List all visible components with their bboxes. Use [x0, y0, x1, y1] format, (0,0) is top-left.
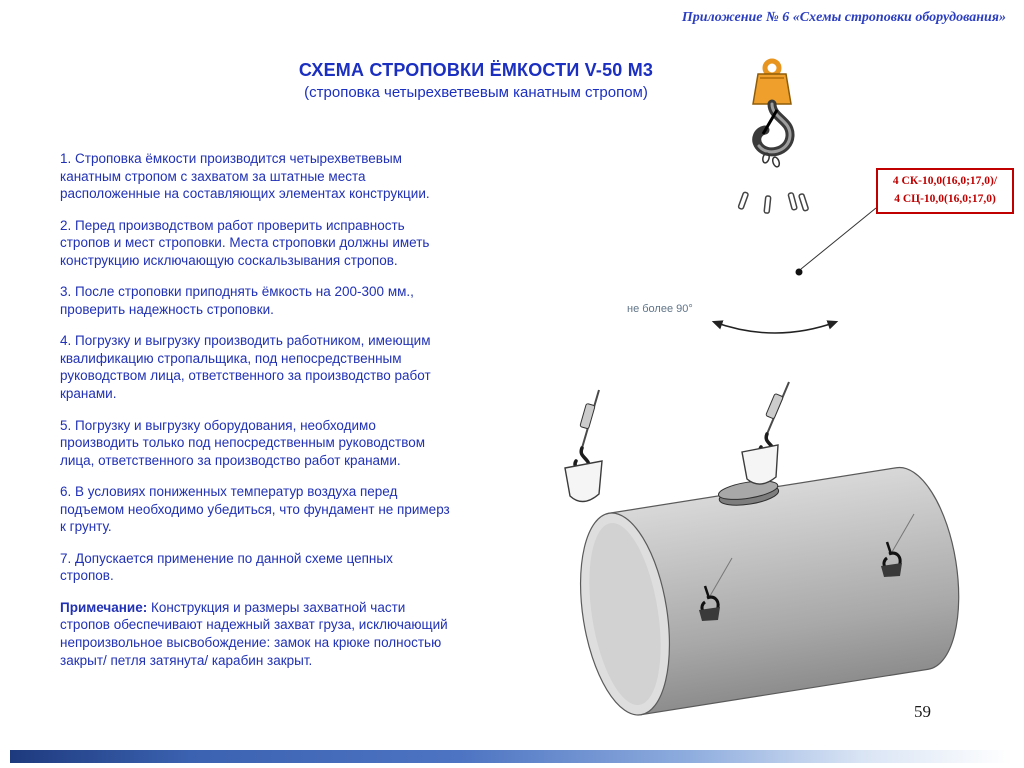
instruction-item-6: 6. В условиях пониженных температур воздуха перед подъемом необходимо убедиться, что фундамент не примерз к грунту.	[60, 484, 450, 535]
bottom-accent-bar	[10, 750, 1012, 763]
label-leader-line	[796, 208, 877, 276]
crane-hook-icon	[753, 61, 791, 168]
tank-cylinder	[566, 452, 972, 721]
header-annotation: Приложение № 6 «Схемы строповки оборудования»	[681, 10, 1006, 25]
note-text: Конструкция и размеры захватной части стропов обеспечивают надежный захват груза, исключающий непроизвольное высвобождение: замок на крюке полностью закрыт/ петля затянута/ карабин закрыт.	[60, 599, 448, 668]
sling-type-line2: 4 СЦ-10,0(16,0;17,0)	[894, 192, 996, 205]
sling-type-line1: 4 СК-10,0(16,0;17,0)/	[892, 175, 998, 187]
note-label: Примечание:	[60, 599, 148, 615]
instruction-item-3: 3. После строповки приподнять ёмкость на 200-300 мм., проверить надежность строповки.	[60, 284, 414, 317]
instruction-item-2: 2. Перед производством работ проверить исправность стропов и мест строповки. Места строповки должны иметь конструкцию исключающую соскальзывания стропов.	[60, 217, 430, 268]
sling-assembly-right	[742, 382, 789, 484]
sling-leg-marks-icon	[738, 192, 809, 213]
instruction-item-5: 5. Погрузку и выгрузку оборудования, необходимо производить только под непосредственным руководством лица, ответственного за производство работ кранами.	[60, 417, 426, 468]
sling-assembly-left	[565, 390, 602, 502]
instruction-item-7: 7. Допускается применение по данной схеме цепных стропов.	[60, 550, 393, 584]
angle-note: не более 90°	[627, 303, 693, 315]
sling-type-label	[876, 168, 1014, 214]
angle-arc	[714, 322, 836, 333]
instruction-item-1: 1. Строповка ёмкости производится четырехветвевым канатным стропом с захватом за штатные места расположенные на составляющих элементах конструкции.	[60, 151, 430, 202]
page-subtitle: (строповка четырехветвевым канатным стропом)	[304, 84, 648, 101]
page-number: 59	[914, 702, 931, 721]
instruction-item-4: 4. Погрузку и выгрузку производить работником, имеющим квалификацию стропальщика, под непосредственным руководством лица, ответственного за производство работ кранами.	[60, 333, 431, 402]
page-title: СХЕМА СТРОПОВКИ ЁМКОСТИ V-50 М3	[298, 60, 654, 80]
